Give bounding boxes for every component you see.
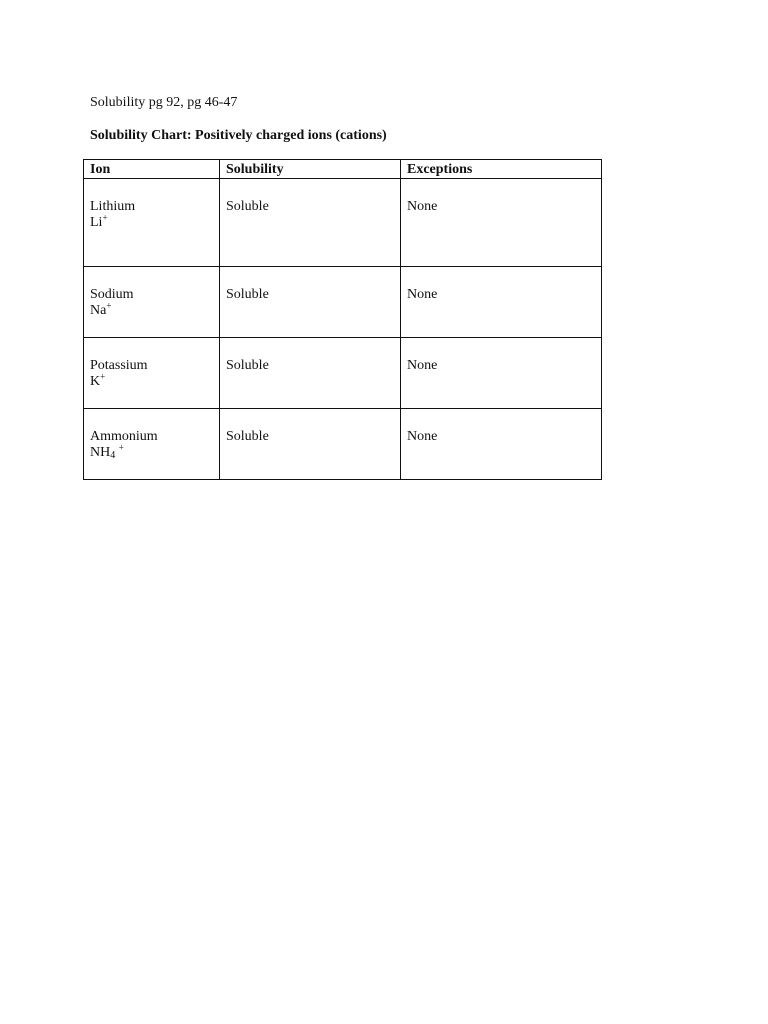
exceptions-cell: None <box>401 338 602 409</box>
ion-symbol-base: Na <box>90 303 107 318</box>
table-row <box>84 267 602 338</box>
ion-name: Lithium <box>90 199 136 214</box>
ion-cell <box>84 267 220 338</box>
header-exceptions: Exceptions <box>401 160 602 179</box>
ion-cell <box>84 409 220 480</box>
table-row <box>84 338 602 409</box>
ion-cell <box>84 338 220 409</box>
table-header-row <box>84 160 602 179</box>
ion-symbol <box>90 212 213 231</box>
exceptions-cell: None <box>401 179 602 267</box>
ion-name: Potassium <box>90 358 148 373</box>
solubility-cell: Soluble <box>220 338 401 409</box>
solubility-cell: Soluble <box>220 179 401 267</box>
solubility-cell: Soluble <box>220 267 401 338</box>
ion-charge: + <box>100 371 106 382</box>
header-ion: Ion <box>84 160 220 179</box>
ion-symbol-subscript: 4 <box>110 450 116 461</box>
exceptions-cell: None <box>401 409 602 480</box>
table-row <box>84 409 602 480</box>
ion-symbol-base: NH <box>90 445 111 460</box>
solubility-cell: Soluble <box>220 409 401 480</box>
reference-line: Solubility pg 92, pg 46-47 <box>90 95 238 110</box>
ion-name: Ammonium <box>90 429 158 444</box>
table-row <box>84 179 602 267</box>
ion-name: Sodium <box>90 287 134 302</box>
chart-heading: Solubility Chart: Positively charged ions (cations) <box>90 128 387 143</box>
header-solubility: Solubility <box>220 160 401 179</box>
ion-charge: + <box>102 212 108 223</box>
solubility-table <box>83 159 602 480</box>
ion-symbol <box>90 300 213 319</box>
ion-symbol <box>90 371 213 390</box>
ion-symbol <box>90 442 213 461</box>
exceptions-cell: None <box>401 267 602 338</box>
ion-symbol-base: Li <box>90 215 103 230</box>
ion-charge: + <box>118 442 124 453</box>
ion-cell <box>84 179 220 267</box>
ion-symbol-base: K <box>90 374 101 389</box>
ion-charge: + <box>106 300 112 311</box>
